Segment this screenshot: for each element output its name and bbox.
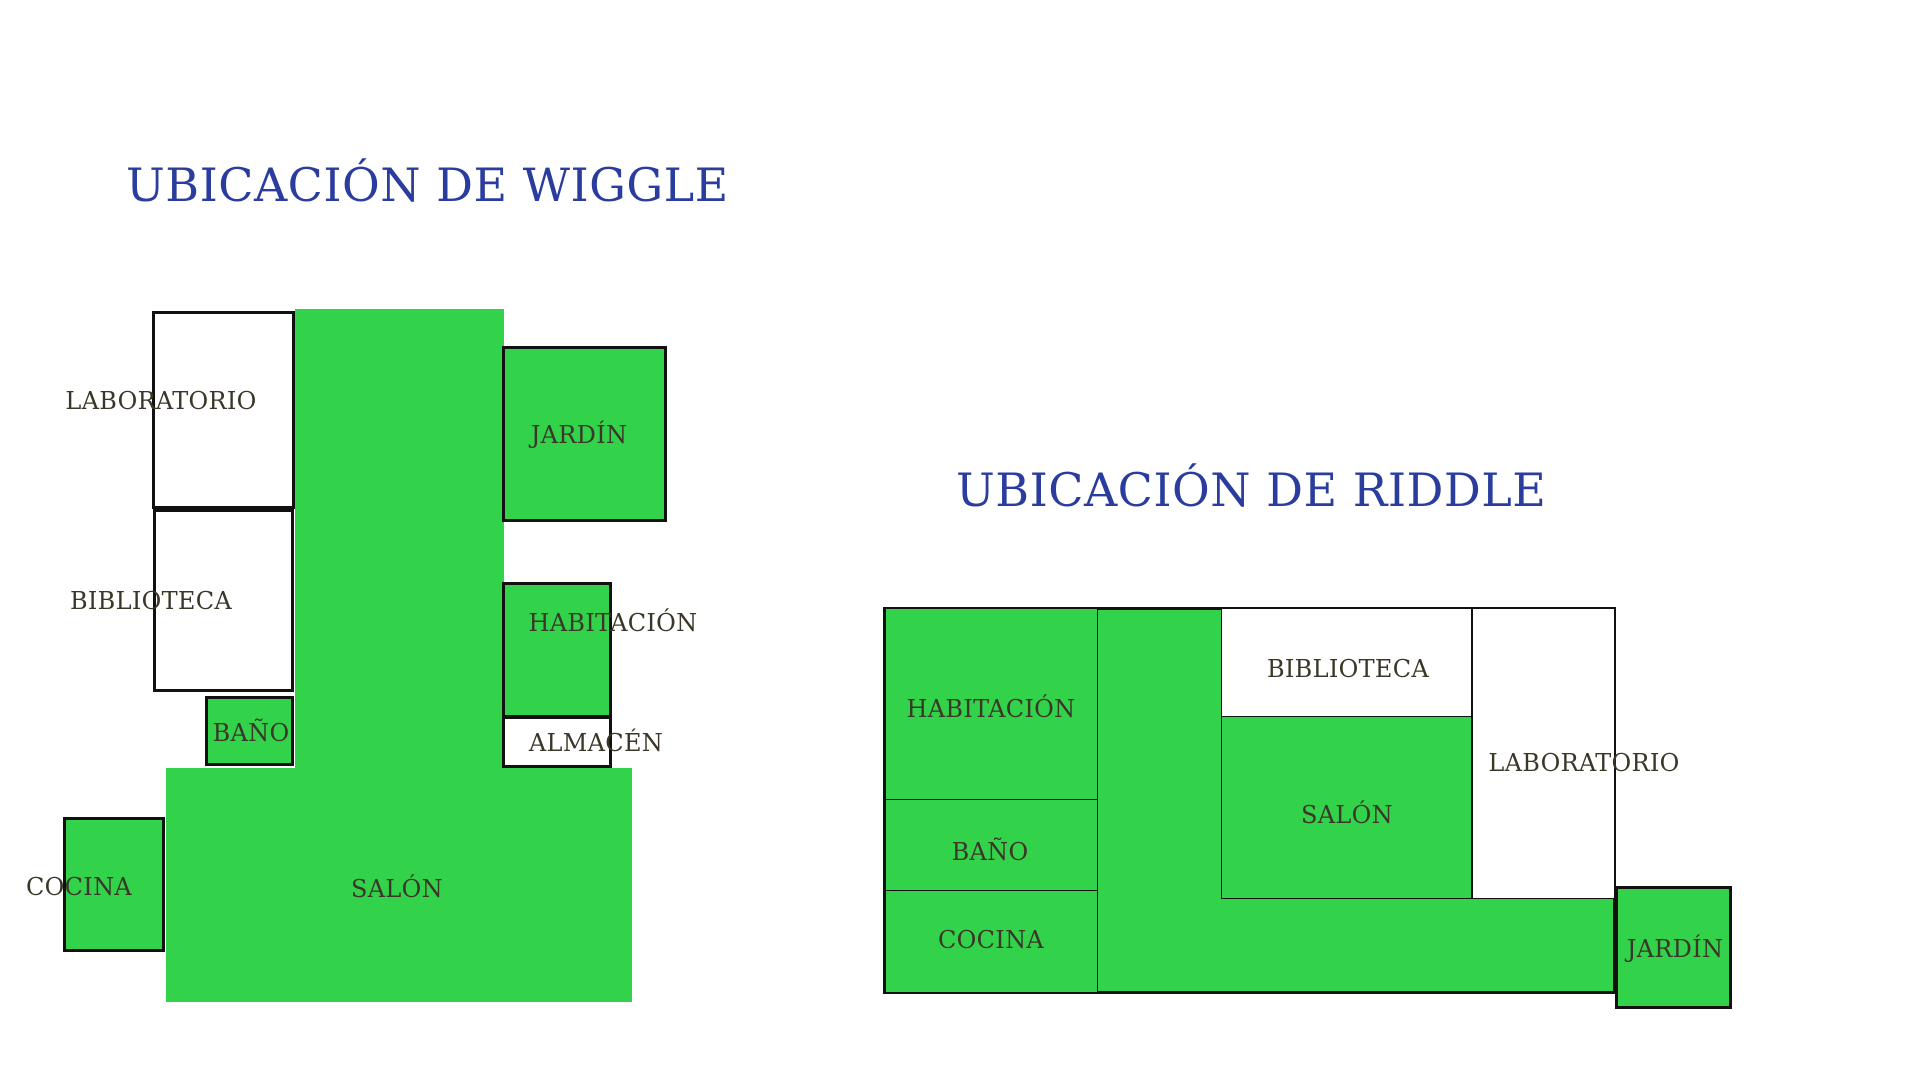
riddle-title: UBICACIÓN DE RIDDLE	[956, 463, 1547, 517]
wiggle-label-cocina: COCINA	[25, 873, 133, 901]
riddle-label-cocina: COCINA	[937, 926, 1045, 954]
riddle-label-laboratorio: LABORATORIO	[1488, 749, 1680, 777]
wiggle-label-almacen: ALMACÉN	[528, 729, 664, 757]
wiggle-title: UBICACIÓN DE WIGGLE	[126, 158, 729, 212]
wiggle-label-salon: SALÓN	[351, 875, 443, 903]
wiggle-label-bano: BAÑO	[212, 719, 290, 747]
riddle-label-salon: SALÓN	[1301, 801, 1393, 829]
riddle-label-habitacion: HABITACIÓN	[906, 695, 1076, 723]
wiggle-label-biblioteca: BIBLIOTECA	[69, 587, 233, 615]
wiggle-label-jardin: JARDÍN	[530, 421, 628, 449]
riddle-label-bano: BAÑO	[951, 838, 1029, 866]
riddle-label-biblioteca: BIBLIOTECA	[1266, 655, 1430, 683]
riddle-label-jardin: JARDÍN	[1626, 935, 1724, 963]
wiggle-label-habitacion: HABITACIÓN	[528, 609, 698, 637]
wiggle-label-laboratorio: LABORATORIO	[65, 387, 257, 415]
wiggle-hallway	[295, 309, 504, 771]
wiggle-habitacion-room	[502, 582, 612, 718]
